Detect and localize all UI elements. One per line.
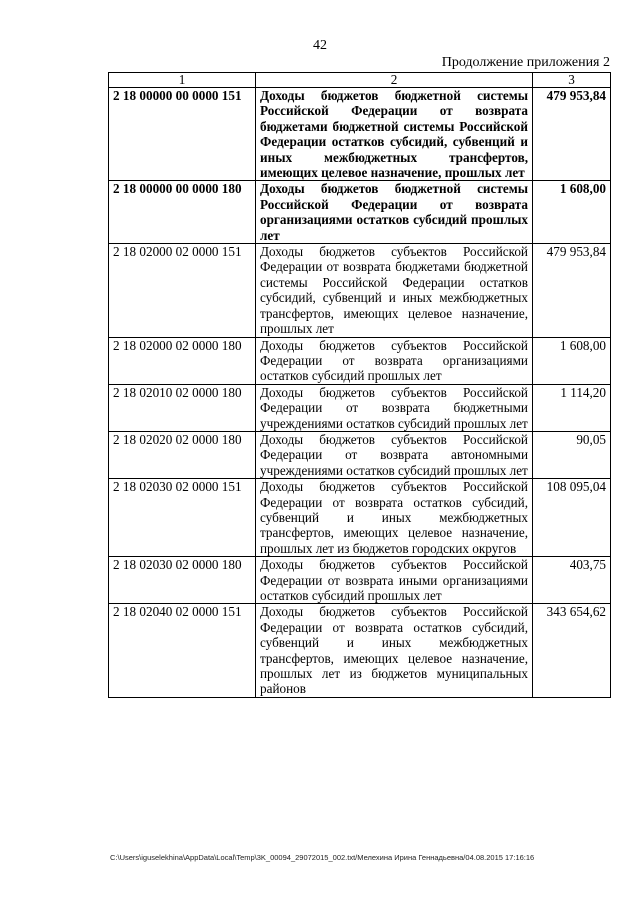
row-amount: 479 953,84 <box>533 244 611 337</box>
row-code: 2 18 02000 02 0000 180 <box>109 337 256 384</box>
row-code: 2 18 02010 02 0000 180 <box>109 384 256 431</box>
row-amount: 1 608,00 <box>533 337 611 384</box>
row-amount: 479 953,84 <box>533 88 611 181</box>
row-amount: 1 114,20 <box>533 384 611 431</box>
row-amount: 403,75 <box>533 557 611 604</box>
row-name: Доходы бюджетов субъектов Российской Федерации от возврата бюджетами бюджетной системы Российской Федерации остатков субсидий, субвенций и иных межбюджетных трансфертов, имеющих целевое назначение, прошлых лет <box>256 244 533 337</box>
table-row <box>109 88 611 181</box>
row-name: Доходы бюджетов субъектов Российской Федерации от возврата иными организациями остатков субсидий прошлых лет <box>256 557 533 604</box>
row-name: Доходы бюджетов субъектов Российской Федерации от возврата организациями остатков субсидий прошлых лет <box>256 337 533 384</box>
row-code: 2 18 00000 00 0000 151 <box>109 88 256 181</box>
row-code: 2 18 02000 02 0000 151 <box>109 244 256 337</box>
row-code: 2 18 02020 02 0000 180 <box>109 431 256 478</box>
row-amount: 343 654,62 <box>533 604 611 697</box>
budget-table <box>108 72 611 698</box>
row-code: 2 18 00000 00 0000 180 <box>109 181 256 244</box>
row-name: Доходы бюджетов субъектов Российской Федерации от возврата остатков субсидий, субвенций и иных межбюджетных трансфертов, имеющих целевое назначение, прошлых лет из бюджетов городских округов <box>256 479 533 557</box>
row-amount: 90,05 <box>533 431 611 478</box>
column-header-name: 2 <box>256 73 533 88</box>
table-row <box>109 244 611 337</box>
page-number: 42 <box>313 38 327 53</box>
table-body <box>109 88 611 698</box>
row-name: Доходы бюджетов субъектов Российской Федерации от возврата бюджетными учреждениями остатков субсидий прошлых лет <box>256 384 533 431</box>
row-name: Доходы бюджетов субъектов Российской Федерации от возврата остатков субсидий, субвенций и иных межбюджетных трансфертов, имеющих целевое назначение, прошлых лет из бюджетов муниципальных районов <box>256 604 533 697</box>
continuation-label: Продолжение приложения 2 <box>441 55 610 70</box>
row-code: 2 18 02040 02 0000 151 <box>109 604 256 697</box>
row-code: 2 18 02030 02 0000 180 <box>109 557 256 604</box>
table-row <box>109 479 611 557</box>
row-name: Доходы бюджетов бюджетной системы Российской Федерации от возврата организациями остатков субсидий прошлых лет <box>256 181 533 244</box>
table-row <box>109 431 611 478</box>
column-header-amount: 3 <box>533 73 611 88</box>
table-row <box>109 384 611 431</box>
row-code: 2 18 02030 02 0000 151 <box>109 479 256 557</box>
footer-file-path: C:\Users\iguselekhina\AppData\Local\Temp\3K_00094_29072015_002.txt/Мелехина Ирина Геннадьевна/04.08.2015 17:16:16 <box>110 853 535 862</box>
row-amount: 108 095,04 <box>533 479 611 557</box>
table-row <box>109 557 611 604</box>
table-row <box>109 181 611 244</box>
row-name: Доходы бюджетов бюджетной системы Российской Федерации от возврата бюджетами бюджетной системы Российской Федерации остатков субсидий, субвенций и иных межбюджетных трансфертов, имеющих целевое назначение, прошлых лет <box>256 88 533 181</box>
column-header-code: 1 <box>109 73 256 88</box>
row-name: Доходы бюджетов субъектов Российской Федерации от возврата автономными учреждениями остатков субсидий прошлых лет <box>256 431 533 478</box>
table-row <box>109 604 611 697</box>
table-header-row <box>109 73 611 88</box>
table-row <box>109 337 611 384</box>
row-amount: 1 608,00 <box>533 181 611 244</box>
